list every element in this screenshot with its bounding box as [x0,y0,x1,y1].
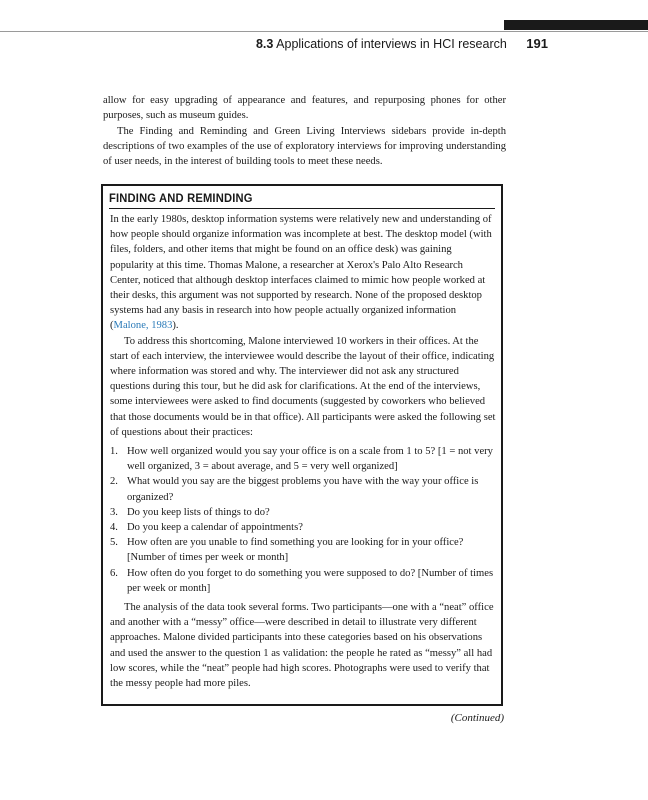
page-number: 191 [526,36,548,51]
sidebar-title-rule [109,208,495,209]
sidebar-title: FINDING AND REMINDING [109,191,253,205]
list-item-number: 1. [110,446,118,458]
continued-label: (Continued) [450,712,504,724]
list-item-text: Do you keep a calendar of appointments? [127,522,303,534]
list-item-number: 6. [110,567,118,579]
list-item-number: 5. [110,537,118,549]
list-item [110,474,496,504]
sidebar-content [110,212,496,691]
list-item-text: What would you say are the biggest problems you have with the way your office is organized? [127,476,479,503]
header-accent-bar [504,20,648,30]
section-title: Applications of interviews in HCI research [276,37,507,51]
list-item-text: Do you keep lists of things to do? [127,506,270,518]
citation-link[interactable]: Malone, 1983 [113,320,173,332]
list-item [110,520,496,535]
list-item-number: 3. [110,506,118,518]
sidebar-paragraph-2: To address this shortcoming, Malone interviewed 10 workers in their offices. At the start of each interview, the interviewee would describe the layout of their office, indicating where information was stored and why. The interviewer did not ask any structured questions during this tour, but he did ask for clarifications. At the end of the interviews, some interviewees were asked to find documents (suggested by coworkers who believed that those documents would be in that office). All participants were asked the following set of questions about their practices: [110,335,496,438]
list-item [110,444,496,474]
sidebar-paragraph-3: The analysis of the data took several forms. Two participants—one with a “neat” office and another with a “messy” office—were described in detail to illustrate very different approaches. Malone divided participants into these categories based on his observations and used the answer to the question 1 as validation: the people he rated as “messy” all had low scores, while the “neat” people had high scores. Photographs were used to verify that the messy people had more piles. [110,602,494,690]
body-text [103,93,506,169]
finding-and-reminding-sidebar [101,184,503,706]
list-item-number: 4. [110,522,118,534]
list-item [110,535,496,565]
sidebar-paragraph-1-end: ). [172,320,179,332]
list-item-text: How well organized would you say your office is on a scale from 1 to 5? [1 = not very well organized, 3 = about average, and 5 = very well organized] [127,446,493,473]
list-item-text: How often do you forget to do something you were supposed to do? [Number of times per week or month] [127,567,494,594]
list-item-number: 2. [110,476,118,488]
sidebar-paragraph-1-text: In the early 1980s, desktop information systems were relatively new and understanding of how people should organize information was incomplete at best. The desktop model (with files, folders, and other items that might be found on an office desk) was gaining popularity at this time. Thomas Malone, a researcher at Xerox's Palo Alto Research Center, noticed that although desktop interfaces claimed to mimic how people worked at their desks, this argument was not supported by research. None of the proposed desktop systems had any basis in research into how people actually organized information ( [110,214,492,332]
questions-list [110,444,496,596]
list-item [110,566,496,596]
body-paragraph-1: allow for easy upgrading of appearance and features, and repurposing phones for other purposes, such as museum guides. [103,95,506,122]
list-item [110,505,496,520]
section-number: 8.3 [255,37,274,51]
sidebar-paragraph-1 [110,212,496,334]
header-rule [0,31,648,32]
list-item-text: How often are you unable to find something you are looking for in your office? [Number of times per week or month] [127,537,464,564]
running-head [256,36,548,51]
body-paragraph-2: The Finding and Reminding and Green Living Interviews sidebars provide in-depth descriptions of two examples of the use of exploratory interviews for improving understanding of user needs, in the interest of building tools to meet these needs. [103,125,506,168]
